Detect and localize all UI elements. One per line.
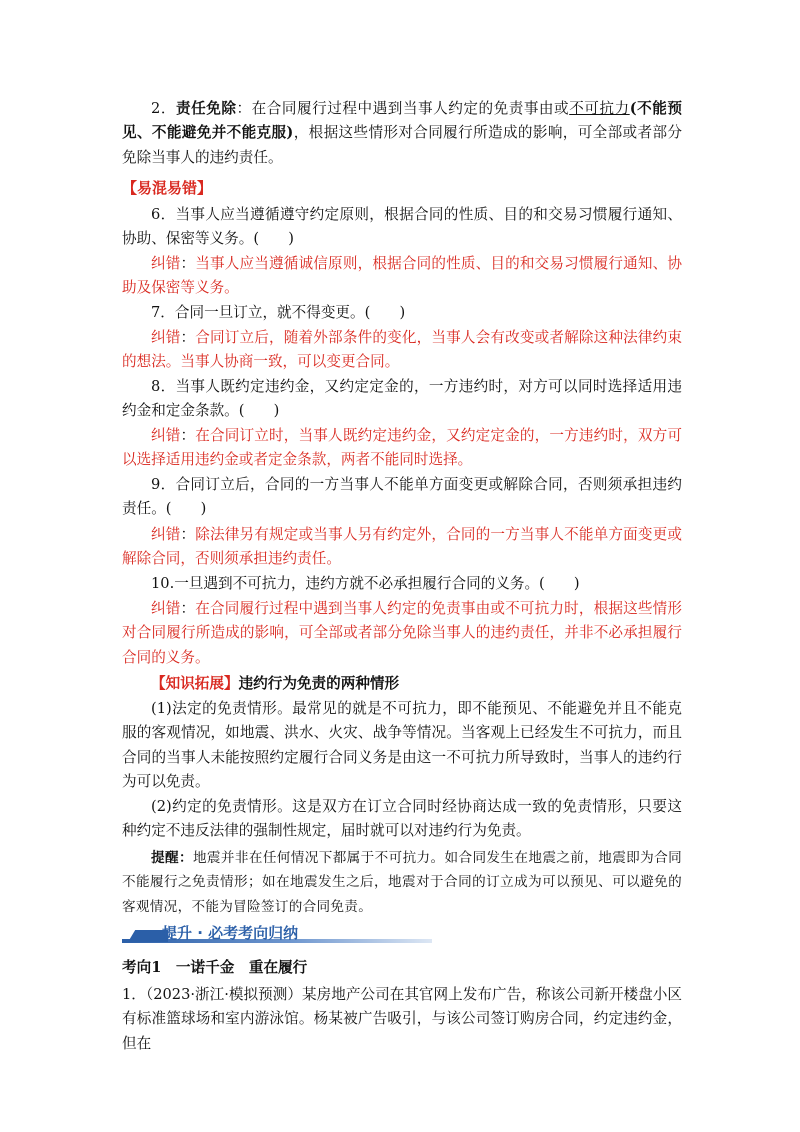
underlined-force-majeure: 不可抗力 [569, 100, 630, 117]
knowledge-tag: 【知识拓展】 [151, 675, 239, 692]
reminder-label: 提醒： [151, 850, 193, 866]
correction-text: 当事人应当遵循诚信原则，根据合同的性质、目的和交易习惯履行通知、协助及保密等义务。 [122, 255, 682, 297]
text: ，根据这些情形对合同履行所造成的影响，可全部或者部分免除当事人的违约责任。 [122, 124, 682, 166]
reminder-text: 地震并非在任何情况下都属于不可抗力。如合同发生在地震之前，地震即为合同不能履行之免责情形；如在地震发生之后，地震对于合同的订立成为可以预见、可以避免的客观情况，不能为冒险签订的合同免责。 [122, 850, 683, 915]
paragraph-liability-exemption [122, 97, 682, 170]
correction-7: 纠错：合同订立后，随着外部条件的变化，当事人会有改变或者解除这种法律约束的想法。当事人协商一致，可以变更合同。 [122, 329, 682, 371]
correction-label: 纠错 [151, 526, 181, 543]
bold-definition: (不能预见、不能避免并不能克服) [122, 100, 682, 142]
knowledge-point-2: (2)约定的免责情形。这是双方在订立合同时经协商达成一致的免责情形，只要这种约定不违反法律的强制性规定，届时就可以对违约行为免责。 [122, 798, 682, 840]
section-banner [122, 924, 432, 944]
section-title: 考向1 一诺千金 重在履行 [122, 959, 308, 976]
item-number: 2． [151, 100, 176, 117]
header-confusion: 【易混易错】 [122, 179, 213, 197]
banner-title: 提升 · 必考考向归纳 [162, 924, 299, 942]
term-liability-exemption: 责任免除 [175, 100, 237, 117]
knowledge-title: 违约行为免责的两种情形 [238, 675, 400, 692]
correction-label: 纠错 [151, 255, 181, 272]
correction-label: 纠错 [151, 329, 181, 346]
question-1: 1．（2023·浙江·模拟预测）某房地产公司在其官网上发布广告，称该公司新开楼盘小区有标准篮球场和室内游泳馆。杨某被广告吸引，与该公司签订购房合同，约定违约金，但在 [122, 986, 682, 1052]
reminder [122, 846, 682, 919]
correction-text: 在合同订立时，当事人既约定违约金，又约定定金的，一方违约时，双方可以选择适用违约金或者定金条款，两者不能同时选择。 [122, 427, 682, 469]
correction-text: 除法律另有规定或当事人另有约定外，合同的一方当事人不能单方面变更或解除合同，否则须承担违约责任。 [122, 526, 682, 568]
correction-text: 合同订立后，随着外部条件的变化，当事人会有改变或者解除这种法律约束的想法。当事人协商一致，可以变更合同。 [122, 329, 682, 371]
text: ：在合同履行过程中遇到当事人约定的免责事由或 [236, 100, 570, 117]
question-7: 7．合同一旦订立，就不得变更。( ) [151, 304, 406, 321]
correction-10: 纠错：在合同履行过程中遇到当事人约定的免责事由或不可抗力时，根据这些情形对合同履行所造成的影响，可全部或者部分免除当事人的违约责任，并非不必承担履行合同的义务。 [122, 600, 682, 666]
correction-text: 在合同履行过程中遇到当事人约定的免责事由或不可抗力时，根据这些情形对合同履行所造成的影响，可全部或者部分免除当事人的违约责任，并非不必承担履行合同的义务。 [122, 600, 682, 666]
question-10: 10.一旦遇到不可抗力，违约方就不必承担履行合同的义务。( ) [151, 575, 580, 592]
question-9: 9．合同订立后，合同的一方当事人不能单方面变更或解除合同，否则须承担违约责任。( ) [122, 476, 682, 518]
correction-label: 纠错 [151, 427, 181, 444]
knowledge-point-1: (1)法定的免责情形。最常见的就是不可抗力，即不能预见、不能避免并且不能克服的客观情况，如地震、洪水、火灾、战争等情况。当客观上已经发生不可抗力，而且合同的当事人未能按照约定履行合同义务是由这一不可抗力所导致时，当事人的违约行为可以免责。 [122, 700, 682, 791]
correction-6: 纠错：当事人应当遵循诚信原则，根据合同的性质、目的和交易习惯履行通知、协助及保密等义务。 [122, 255, 682, 297]
knowledge-extension-heading [122, 672, 682, 696]
correction-8: 纠错：在合同订立时，当事人既约定违约金，又约定定金的，一方违约时，双方可以选择适用违约金或者定金条款，两者不能同时选择。 [122, 427, 682, 469]
correction-9: 纠错：除法律另有规定或当事人另有约定外，合同的一方当事人不能单方面变更或解除合同，否则须承担违约责任。 [122, 526, 682, 568]
question-6: 6．当事人应当遵循遵守约定原则，根据合同的性质、目的和交易习惯履行通知、协助、保密等义务。( ) [122, 206, 682, 248]
question-8: 8．当事人既约定违约金，又约定定金的，一方违约时，对方可以同时选择适用违约金和定金条款。( ) [122, 378, 682, 420]
correction-label: 纠错 [151, 600, 181, 617]
